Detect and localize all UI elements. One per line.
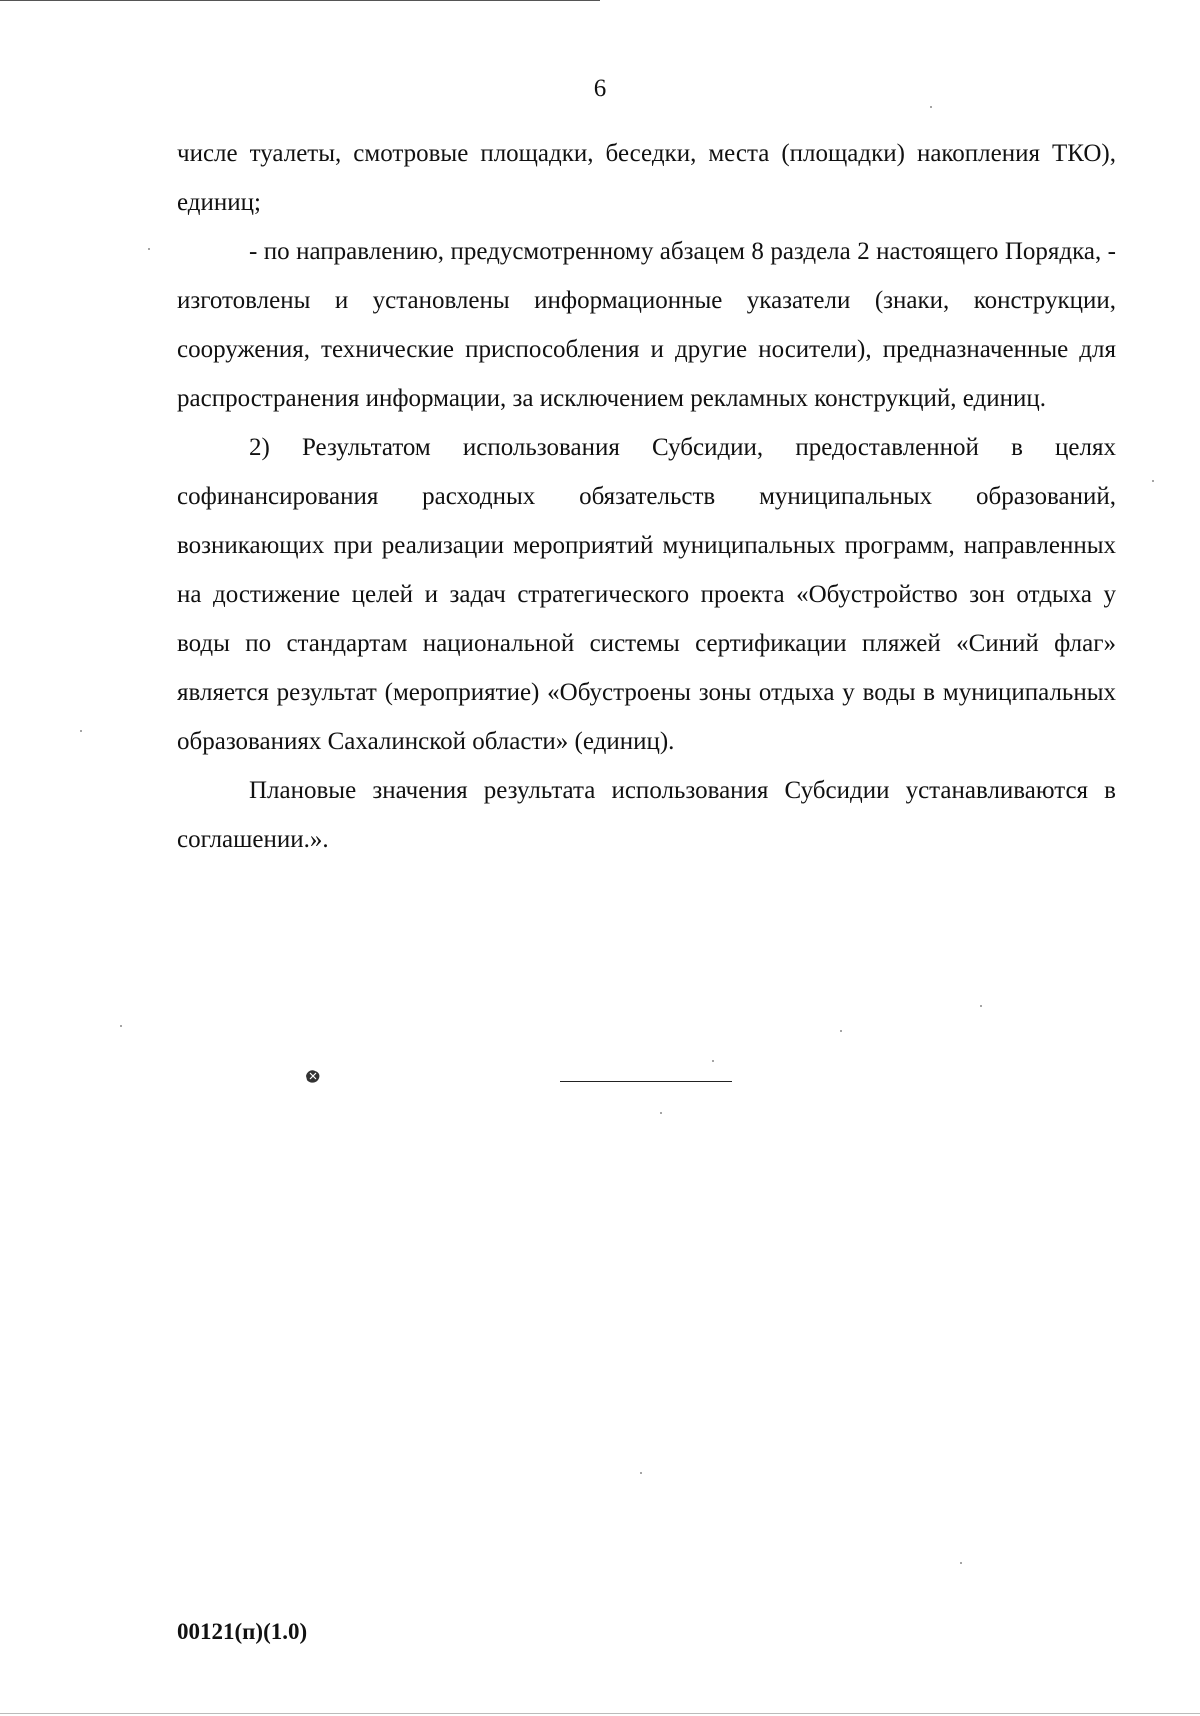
scan-edge-bottom — [0, 1713, 1200, 1714]
scan-speck — [712, 1060, 714, 1062]
scan-speck — [80, 730, 82, 732]
scan-speck — [1152, 480, 1154, 482]
paragraph-info-signs: - по направлению, предусмотренному абзацем 8 раздела 2 настоящего Порядка, - изготовлены и установлены информационные указатели (знаки, конструкции, сооружения, технические приспособления и другие носители), предназначенные для распространения информации, за исключением рекламных конструкций, единиц. — [177, 238, 1116, 412]
document-body — [177, 129, 1116, 864]
ink-smudge-icon — [303, 1067, 323, 1085]
scan-speck — [120, 1025, 122, 1027]
paragraph-planned-values: Плановые значения результата использования Субсидии устанавливаются в соглашении.». — [177, 777, 1116, 853]
scan-speck — [660, 1112, 662, 1114]
scan-speck — [960, 1562, 962, 1564]
paragraph-continuation: числе туалеты, смотровые площадки, беседки, места (площадки) накопления ТКО), единиц; — [177, 140, 1116, 216]
scan-speck — [930, 106, 932, 108]
scan-edge-top — [0, 0, 600, 1]
document-code: 00121(п)(1.0) — [177, 1619, 308, 1644]
scan-speck — [840, 1030, 842, 1032]
scan-speck — [640, 1472, 642, 1474]
page-number: 6 — [593, 75, 607, 102]
scan-speck — [148, 248, 150, 250]
end-divider-line — [560, 1081, 732, 1082]
scan-speck — [980, 1005, 982, 1007]
paragraph-subsidy-result: 2) Результатом использования Субсидии, предоставленной в целях софинансирования расходных обязательств муниципальных образований, возникающих при реализации мероприятий муниципальных программ, направленных на достижение целей и задач стратегического проекта «Обустройство зон отдыха у воды по стандартам национальной системы сертификации пляжей «Синий флаг» является результат (мероприятие) «Обустроены зоны отдыха у воды в муниципальных образованиях Сахалинской области» (единиц). — [177, 434, 1116, 755]
